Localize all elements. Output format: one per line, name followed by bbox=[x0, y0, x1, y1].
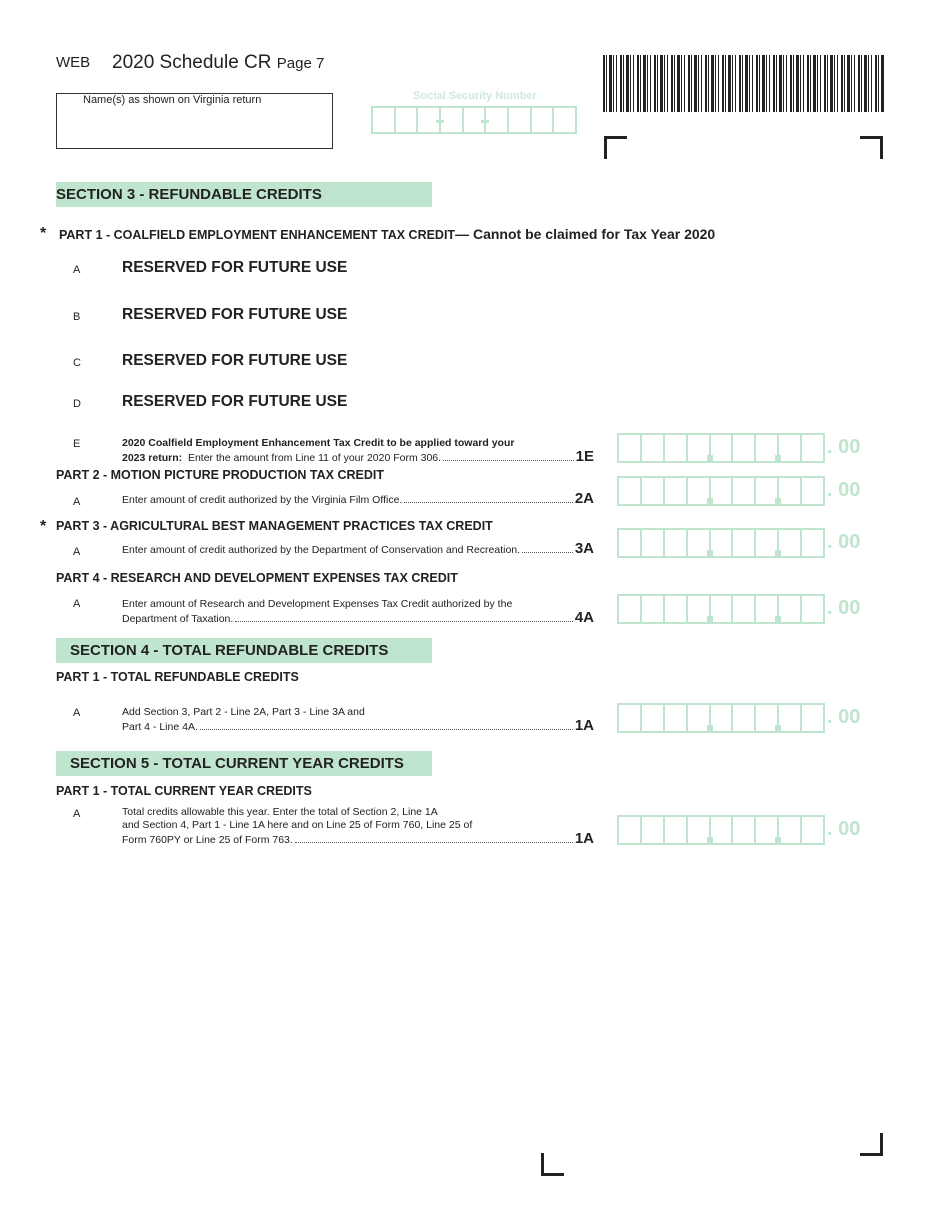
section4-line-1a-row2 bbox=[122, 719, 594, 734]
line-letter: A bbox=[73, 598, 81, 610]
section4-line-1a-text2: Part 4 - Line 4A. bbox=[122, 721, 198, 733]
reserved-line-a: RESERVED FOR FUTURE USE bbox=[122, 259, 348, 276]
line-code-2a: 2A bbox=[574, 490, 594, 507]
page-number: Page 7 bbox=[276, 55, 325, 72]
section5-line-1a-row3 bbox=[122, 832, 594, 847]
part1-title-text: PART 1 - COALFIELD EMPLOYMENT ENHANCEMENT TAX CREDIT bbox=[59, 228, 456, 242]
section3-part1-title bbox=[59, 226, 715, 242]
line-4a-text2: Department of Taxation. bbox=[122, 613, 234, 625]
part1-title-suffix: — Cannot be claimed for Tax Year 2020 bbox=[455, 226, 716, 242]
line-3a-description bbox=[122, 542, 594, 557]
amount-field-3a[interactable] bbox=[617, 528, 825, 558]
line-2a-text: Enter amount of credit authorized by the Virginia Film Office. bbox=[122, 494, 403, 506]
form-title-text: 2020 Schedule CR bbox=[112, 52, 272, 73]
reserved-line-d: RESERVED FOR FUTURE USE bbox=[122, 393, 348, 410]
line-letter: A bbox=[73, 707, 81, 719]
form-title bbox=[112, 52, 324, 74]
section4-part1-title: PART 1 - TOTAL REFUNDABLE CREDITS bbox=[56, 670, 299, 684]
cents-s5-1a: . 00 bbox=[827, 818, 861, 840]
line-code-4a: 4A bbox=[574, 609, 594, 626]
line-1e-text1: 2020 Coalfield Employment Enhancement Tax Credit to be applied toward your bbox=[122, 437, 515, 449]
section3-part2-title: PART 2 - MOTION PICTURE PRODUCTION TAX CREDIT bbox=[56, 468, 385, 482]
section5-line-1a-text1: Total credits allowable this year. Enter the total of Section 2, Line 1A bbox=[122, 806, 438, 818]
cents-1e: . 00 bbox=[827, 436, 861, 458]
section5-title: SECTION 5 - TOTAL CURRENT YEAR CREDITS bbox=[56, 751, 432, 776]
ssn-label: Social Security Number bbox=[413, 90, 537, 102]
line-4a-description bbox=[122, 598, 594, 626]
web-label: WEB bbox=[56, 54, 91, 71]
section3-title: SECTION 3 - REFUNDABLE CREDITS bbox=[56, 182, 432, 207]
line-letter: E bbox=[73, 438, 81, 450]
line-1e-description bbox=[122, 437, 594, 465]
section5-line-1a-text2: and Section 4, Part 1 - Line 1A here and on Line 25 of Form 760, Line 25 of bbox=[122, 819, 473, 831]
line-1e-row2 bbox=[122, 450, 594, 465]
registration-mark-bottom-right bbox=[860, 1133, 883, 1156]
amount-field-4a[interactable] bbox=[617, 594, 825, 624]
cents-4a: . 00 bbox=[827, 597, 861, 619]
line-1e-bold2: 2023 return: bbox=[122, 452, 183, 464]
line-letter: A bbox=[73, 546, 81, 558]
barcode bbox=[603, 55, 885, 112]
amount-field-2a[interactable] bbox=[617, 476, 825, 506]
star-marker: * bbox=[40, 225, 47, 242]
section5-line-1a-description bbox=[122, 806, 594, 847]
line-letter: A bbox=[73, 808, 81, 820]
line-letter: A bbox=[73, 264, 81, 276]
star-marker: * bbox=[40, 518, 47, 535]
section4-line-1a-description bbox=[122, 706, 594, 734]
registration-mark-top-left bbox=[604, 136, 627, 159]
line-letter: A bbox=[73, 496, 81, 508]
reserved-line-b: RESERVED FOR FUTURE USE bbox=[122, 306, 348, 323]
ssn-field[interactable] bbox=[371, 106, 577, 134]
line-code-3a: 3A bbox=[574, 540, 594, 557]
section3-part3-title: PART 3 - AGRICULTURAL BEST MANAGEMENT PRACTICES TAX CREDIT bbox=[56, 519, 493, 533]
amount-field-s4-1a[interactable] bbox=[617, 703, 825, 733]
amount-field-s5-1a[interactable] bbox=[617, 815, 825, 845]
line-letter: B bbox=[73, 311, 81, 323]
line-4a-row2 bbox=[122, 611, 594, 626]
section5-part1-title: PART 1 - TOTAL CURRENT YEAR CREDITS bbox=[56, 784, 312, 798]
section4-line-1a-text1: Add Section 3, Part 2 - Line 2A, Part 3 - Line 3A and bbox=[122, 706, 365, 718]
section5-line-1a-text3: Form 760PY or Line 25 of Form 763. bbox=[122, 834, 293, 846]
registration-mark-top-right bbox=[860, 136, 883, 159]
section3-part4-title: PART 4 - RESEARCH AND DEVELOPMENT EXPENSES TAX CREDIT bbox=[56, 571, 458, 585]
section4-title: SECTION 4 - TOTAL REFUNDABLE CREDITS bbox=[56, 638, 432, 663]
cents-3a: . 00 bbox=[827, 531, 861, 553]
line-code-s4-1a: 1A bbox=[574, 717, 594, 734]
cents-s4-1a: . 00 bbox=[827, 706, 861, 728]
line-1e-text2: Enter the amount from Line 11 of your 2020 Form 306. bbox=[187, 452, 442, 464]
line-4a-text1: Enter amount of Research and Development Expenses Tax Credit authorized by the bbox=[122, 598, 513, 610]
reserved-line-c: RESERVED FOR FUTURE USE bbox=[122, 352, 348, 369]
line-code-1e: 1E bbox=[575, 448, 594, 465]
line-letter: C bbox=[73, 357, 81, 369]
line-3a-text: Enter amount of credit authorized by the Department of Conservation and Recreation. bbox=[122, 544, 521, 556]
name-field-label: Name(s) as shown on Virginia return bbox=[83, 94, 262, 106]
amount-field-1e[interactable] bbox=[617, 433, 825, 463]
line-2a-description bbox=[122, 492, 594, 507]
line-letter: D bbox=[73, 398, 81, 410]
registration-mark-bottom-left bbox=[541, 1153, 564, 1176]
line-code-s5-1a: 1A bbox=[574, 830, 594, 847]
cents-2a: . 00 bbox=[827, 479, 861, 501]
name-field[interactable] bbox=[56, 93, 333, 149]
